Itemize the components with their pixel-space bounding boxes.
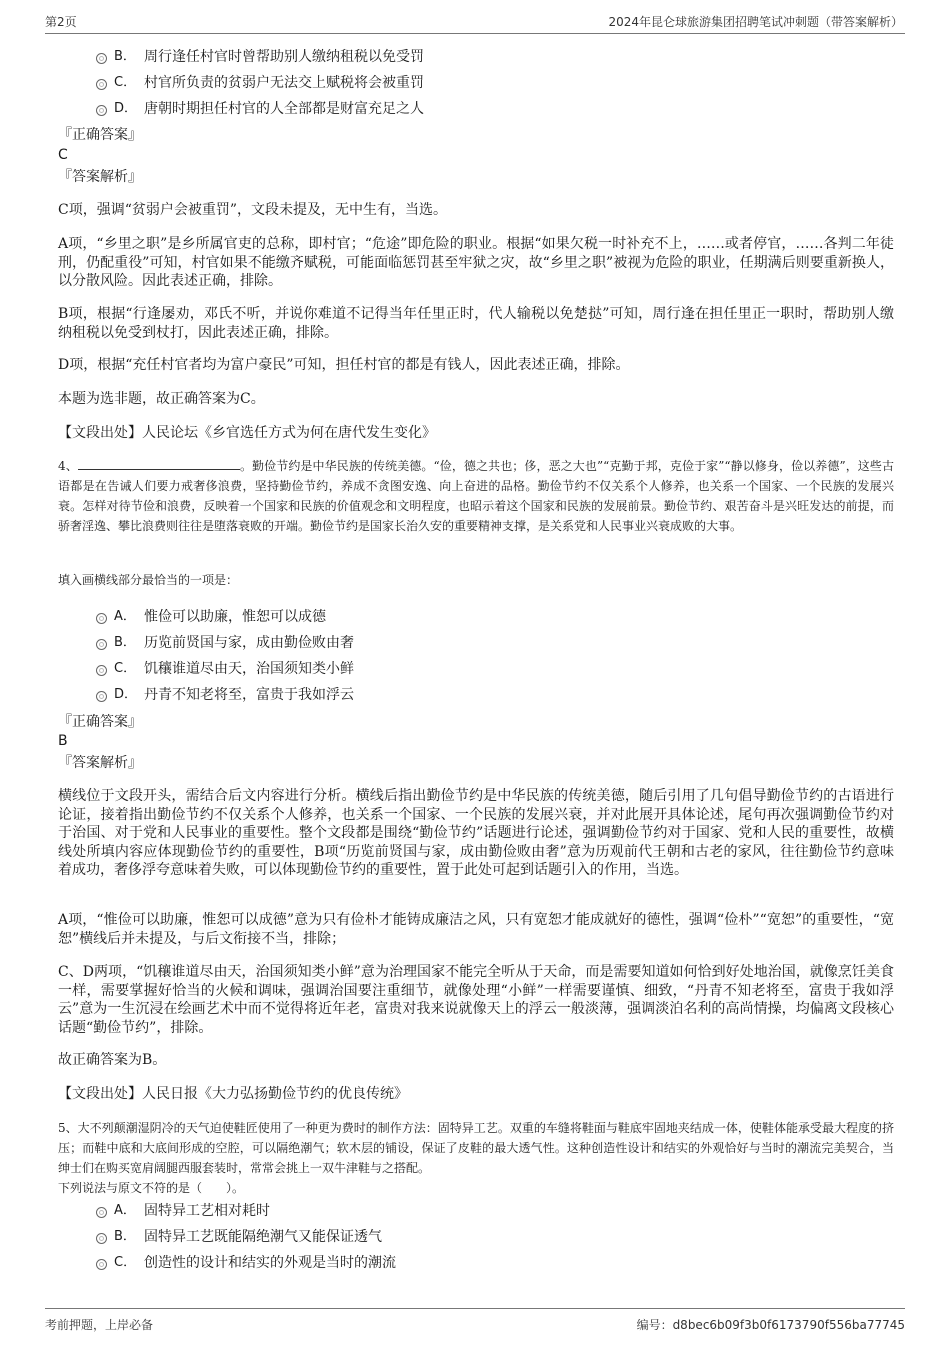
q4-analysis-label: 『答案解析』 xyxy=(58,755,142,771)
q4-question: 填入画横线部分最恰当的一项是： xyxy=(58,573,239,587)
q4-analysis-cd: C、D两项，“饥穰谁道尽由天，治国须知类小鲜”意为治理国家不能完全听从于天命，而是需要知道如何恰到好处地治国，就像烹饪美食一样，需要掌握好恰当的火候和调味，强调治国要注重细节，就像处理“小鲜”一样需要谨慎、细致，“丹青不知老将至，富贵于我如浮云”意为一生沉浸在绘画艺术中而不觉得将近年老，富贵对我来说就像天上的浮云一般淡薄，强调淡泊名利的高尚情操，均偏离文段核心话题“勤俭节约”，排除。 xyxy=(58,964,894,1036)
page-header xyxy=(45,10,905,34)
q3-answer: C xyxy=(58,147,68,163)
q3-analysis-a: A项，“乡里之职”是乡所属官吏的总称，即村官；“危途”即危险的职业。根据“如果欠税一时补充不上，……或者停官，……各判二年徒刑，仍配重役”可知，村官如果不能缴齐赋税，可能面临惩罚甚至牢狱之灾，故“乡里之职”被视为危险的职业，任期满后则要重新换人，以分散风险。因此表述正确，排除。 xyxy=(58,236,894,289)
q4-stem: 4、 。勤俭节约是中华民族的传统美德。“俭，德之共也；侈，恶之大也”“克勤于邦，克俭于家”“静以修身，俭以养德”，这些古语都是在告诫人们要力戒奢侈浪费，坚持勤俭节约，养成不贪图安逸、向上奋进的品格。勤俭节约不仅关系个人修养，也关系一个国家、一个民族的发展兴衰。怎样对待节俭和浪费，反映着一个国家和民族的价值观念和文明程度，也昭示着这个国家和民族的发展前景。勤俭节约、艰苦奋斗是兴旺发达的前提，而骄奢淫逸、攀比浪费则往往是堕落衰败的开端。勤俭节约是国家长治久安的重要精神支撑，是关系党和人民事业兴衰成败的大事。 xyxy=(58,459,894,533)
radio-icon[interactable] xyxy=(96,105,107,116)
answer-blank xyxy=(78,457,240,470)
page-number: 第2页 xyxy=(45,15,77,29)
q4-answer: B xyxy=(58,733,68,749)
q4-analysis-conclusion: 故正确答案为B。 xyxy=(58,1052,167,1068)
q5-question: 下列说法与原文不符的是（ ）。 xyxy=(58,1181,245,1195)
q3-analysis-c: C项，强调“贫弱户会被重罚”，文段未提及，无中生有，当选。 xyxy=(58,202,448,218)
q4-analysis-a: A项，“惟俭可以助廉，惟恕可以成德”意为只有俭朴才能铸成廉洁之风，只有宽恕才能成就好的德性，强调“俭朴”“宽恕”的重要性，“宽恕”横线后并未提及，与后文衔接不当，排除； xyxy=(58,912,894,947)
q3-answer-label: 『正确答案』 xyxy=(58,127,142,143)
q3-source: 【文段出处】人民论坛《乡官选任方式为何在唐代发生变化》 xyxy=(58,425,436,441)
q3-analysis-b: B项，根据“行逢屡劝，邓氏不听，并说你难道不记得当年任里正时，代人输税以免楚挞”可知，周行逢在担任里正一职时，帮助别人缴纳租税以免受到杖打，因此表述正确，排除。 xyxy=(58,306,894,341)
q4-analysis-main: 横线位于文段开头，需结合后文内容进行分析。横线后指出勤俭节约是中华民族的传统美德，随后引用了几句倡导勤俭节约的古语进行论证，接着指出勤俭节约不仅关系个人修养，也关系一个国家、一个民族的发展兴衰，并对此展开具体论述，尾句再次强调勤俭节约对于治国、对于党和人民事业的重要性。整个文段都是围绕“勤俭节约”话题进行论述，强调勤俭节约对于国家、党和人民的重要性，故横线处所填内容应体现勤俭节约的重要性，B项“历览前贤国与家，成由勤俭败由奢”意为历观前代王朝和古老的家风，往往勤俭节约意味着成功，奢侈浮夸意味着失败，可以体现勤俭节约的重要性，置于此处可起到话题引入的作用，当选。 xyxy=(58,788,894,878)
q4-source: 【文段出处】人民日报《大力弘扬勤俭节约的优良传统》 xyxy=(58,1086,408,1102)
q3-analysis-label: 『答案解析』 xyxy=(58,169,142,185)
radio-icon[interactable] xyxy=(96,1207,107,1218)
q3-analysis-conclusion: 本题为选非题，故正确答案为C。 xyxy=(58,391,265,407)
radio-icon[interactable] xyxy=(96,665,107,676)
q3-analysis-d: D项，根据“充任村官者均为富户豪民”可知，担任村官的都是有钱人，因此表述正确，排除。 xyxy=(58,357,630,373)
radio-icon[interactable] xyxy=(96,1233,107,1244)
page-footer xyxy=(45,1308,905,1334)
q4-answer-label: 『正确答案』 xyxy=(58,714,142,730)
document-title: 2024年昆仑球旅游集团招聘笔试冲刺题（带答案解析） xyxy=(608,15,903,29)
radio-icon[interactable] xyxy=(96,79,107,90)
document-serial: 编号：d8bec6b09f3b0f6173790f556ba77745 xyxy=(636,1318,905,1332)
q5-stem: 5、大不列颠潮湿阴冷的天气迫使鞋匠使用了一种更为费时的制作方法：固特异工艺。双重的车缝将鞋面与鞋底牢固地夹结成一体，使鞋体能承受最大程度的挤压；而鞋中底和大底间形成的空腔，可以隔绝潮气；软木层的铺设，保证了皮鞋的最大透气性。这种创造性设计和结实的外观恰好与当时的潮流完美契合，当绅士们在购买宽肩阔腿西服套装时，常常会挑上一双牛津鞋与之搭配。 xyxy=(58,1121,894,1175)
footer-slogan: 考前押题，上岸必备 xyxy=(45,1318,154,1332)
radio-icon[interactable] xyxy=(96,53,107,64)
radio-icon[interactable] xyxy=(96,639,107,650)
radio-icon[interactable] xyxy=(96,1259,107,1270)
radio-icon[interactable] xyxy=(96,613,107,624)
radio-icon[interactable] xyxy=(96,691,107,702)
